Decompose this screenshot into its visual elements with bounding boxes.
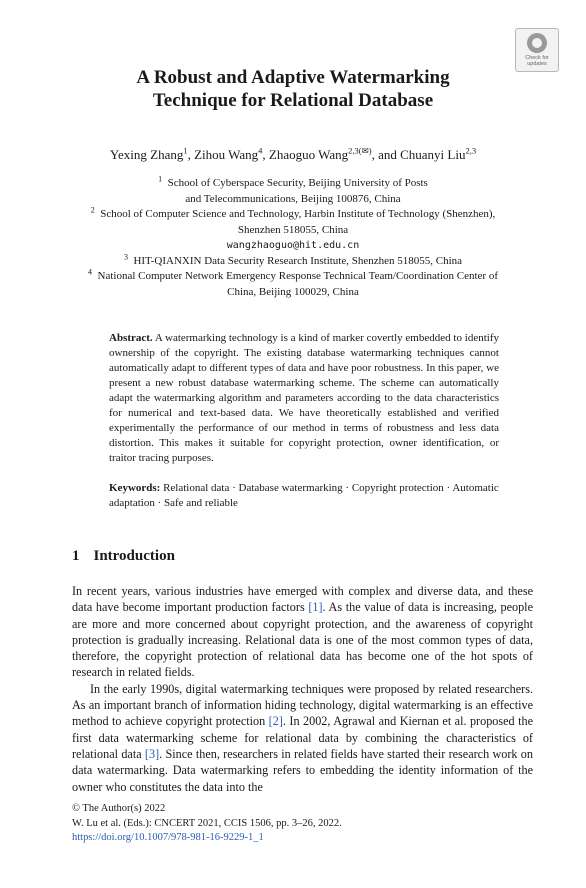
copyright-line: © The Author(s) 2022 bbox=[72, 803, 166, 814]
paragraph: In the early 1990s, digital watermarking techniques were proposed by related researchers. As an important branch of information hiding technology, digital watermarking is an effective method to achieve copyright protection [2]. In 2002, Agrawal and Kiernan et al. proposed the first data watermarking scheme for relational data by combining the characteristics of relational data [3]. Since then, researchers in related fields have started their research work on data watermarking. Data watermarking refers to embedding the identity information of the owner who constitutes the data into the bbox=[72, 681, 533, 794]
abstract-text: A watermarking technology is a kind of marker covertly embedded to identify ownership of the copyright. The existing database watermarking techniques cannot automatically adapt to different types of data and have poor robustness. In this paper, we present a new robust database watermarking scheme. The scheme can automatically adapt the watermarking algorithm and parameters according to the data characteristics for numerical and text-based data. We have theoretically established and verified experimentally the performance of our method in terms of robustness and less data distortion. This makes it suitable for copyright protection, owner identification, or traitor tracing purposes. bbox=[109, 332, 499, 464]
reference-link[interactable]: [1] bbox=[308, 600, 323, 615]
paper-title bbox=[0, 66, 586, 112]
paragraph: In recent years, various industries have emerged with complex and diverse data, and these data have become important production factors [1]. As the value of data is increasing, people are more and more concerned about copyright protection, and the awareness of copyright protection is gradually increasing. Relational data is one of the most common types of data, therefore, the copyright protection of relational data has become one of the hot spots of research in related fields. bbox=[72, 584, 533, 680]
section-title: Introduction bbox=[93, 548, 175, 564]
author-name: Zihou Wang bbox=[194, 147, 259, 162]
author-name: Yexing Zhang bbox=[109, 147, 184, 162]
section-number: 1 bbox=[72, 548, 80, 564]
check-for-updates-label: Check for updates bbox=[525, 55, 549, 67]
affiliation-line: China, Beijing 100029, China bbox=[227, 285, 359, 298]
author-name: Zhaoguo Wang bbox=[268, 147, 349, 162]
author-list bbox=[0, 147, 586, 163]
author-affiliation-marker: 2,3 bbox=[465, 145, 477, 156]
affiliation-line: Shenzhen 518055, China bbox=[237, 223, 349, 236]
abstract bbox=[109, 331, 499, 466]
keywords bbox=[109, 481, 499, 511]
affiliation-line: $^2$ School of Computer Science and Technology, Harbin Institute of Technology (Shenzhen), bbox=[90, 205, 496, 220]
author-separator: , bbox=[187, 147, 195, 162]
title-line-1: A Robust and Adaptive Watermarking bbox=[136, 67, 450, 88]
body-text bbox=[72, 583, 533, 795]
abstract-label: Abstract. bbox=[109, 332, 153, 344]
affiliation-marker: 4 bbox=[88, 267, 93, 277]
affiliation-line: $^4$ National Computer Network Emergency Response Technical Team/Coordination Center of bbox=[88, 267, 498, 282]
section-heading bbox=[72, 548, 175, 565]
affiliation-marker: 3 bbox=[123, 251, 128, 261]
author-affiliation-marker: 2,3(✉) bbox=[348, 145, 372, 156]
check-for-updates-icon bbox=[527, 33, 547, 53]
footer bbox=[72, 802, 342, 846]
email-address: wangzhaoguo@hit.edu.cn bbox=[226, 240, 360, 251]
citation-line: W. Lu et al. (Eds.): CNCERT 2021, CCIS 1506, pp. 3–26, 2022. bbox=[72, 817, 342, 829]
author-affiliation-marker: 4 bbox=[258, 145, 263, 156]
keywords-text: Relational data · Database watermarking · Copyright protection · Automatic adaptation · Safe and reliable bbox=[109, 482, 499, 509]
doi-link[interactable]: https://doi.org/10.1007/978-981-16-9229-1_1 bbox=[72, 832, 264, 843]
author-separator: , bbox=[262, 147, 269, 162]
reference-link[interactable]: [2] bbox=[268, 714, 283, 729]
author-separator: , and bbox=[371, 147, 401, 162]
affiliation-list bbox=[0, 176, 586, 300]
title-line-2: Technique for Relational Database bbox=[152, 90, 434, 111]
author-affiliation-marker: 1 bbox=[183, 145, 188, 156]
author-name: Chuanyi Liu bbox=[400, 147, 466, 162]
affiliation-line: and Telecommunications, Beijing 100876, China bbox=[185, 192, 401, 205]
affiliation-line: $^3$ HIT-QIANXIN Data Security Research Institute, Shenzhen 518055, China bbox=[123, 251, 463, 267]
affiliation-line: $^1$ School of Cyberspace Security, Beijing University of Posts bbox=[158, 174, 428, 189]
reference-link[interactable]: [3] bbox=[144, 746, 160, 761]
affiliation-marker: 1 bbox=[158, 174, 163, 184]
keywords-label: Keywords: bbox=[109, 482, 161, 494]
affiliation-marker: 2 bbox=[90, 205, 95, 215]
